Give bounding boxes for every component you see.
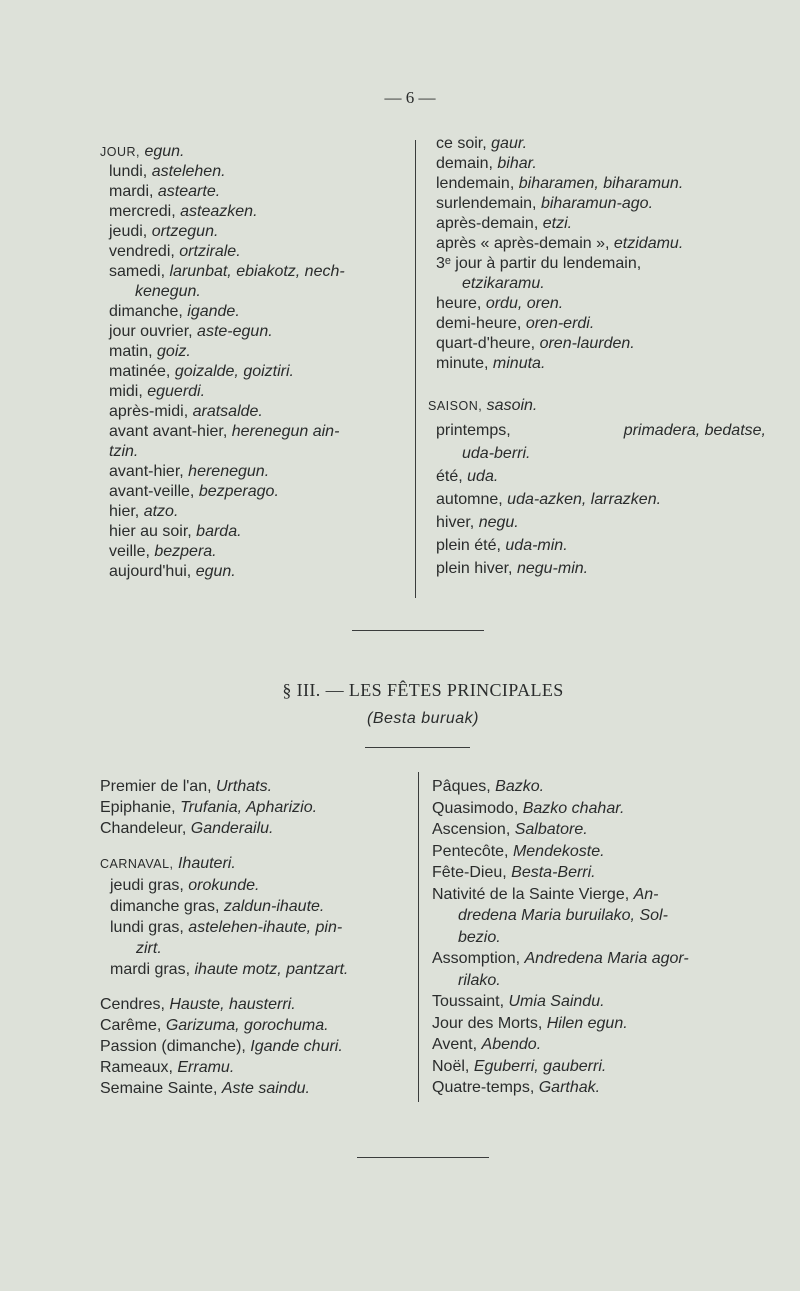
list-item bbox=[109, 302, 405, 322]
list-item bbox=[109, 262, 405, 302]
list-item bbox=[436, 154, 766, 174]
term-eu-continued: etzikaramu. bbox=[462, 275, 545, 292]
term-eu-continued: uda-berri. bbox=[462, 445, 531, 462]
term-fr: Premier de l'an, bbox=[100, 778, 212, 795]
term-fr: Epiphanie, bbox=[100, 799, 176, 816]
term-eu: primadera, bedatse, bbox=[623, 422, 766, 439]
term-fr: jeudi gras, bbox=[110, 877, 184, 894]
term-eu: negu. bbox=[478, 514, 519, 531]
term-fr: Noël, bbox=[432, 1057, 470, 1075]
list-item bbox=[109, 482, 405, 502]
term-eu: oren-laurden. bbox=[539, 335, 635, 352]
term-eu: eguerdi. bbox=[147, 383, 206, 400]
term-eu-continued: zirt. bbox=[136, 940, 162, 957]
term-eu: Salbatore. bbox=[514, 821, 588, 838]
list-item bbox=[436, 465, 766, 488]
term-fr: Jour des Morts, bbox=[432, 1014, 543, 1032]
term-fr: mardi, bbox=[109, 183, 154, 200]
left-bottom-column bbox=[100, 776, 410, 1099]
term-eu: uda. bbox=[467, 468, 499, 485]
column-divider bbox=[415, 140, 416, 598]
term-fr: Fête-Dieu, bbox=[432, 864, 507, 881]
term-eu: Ganderailu. bbox=[190, 820, 274, 837]
term-fr: Rameaux, bbox=[100, 1059, 173, 1076]
term-eu: atzo. bbox=[143, 503, 179, 520]
term-eu: astelehen. bbox=[151, 163, 226, 180]
term-fr: heure, bbox=[436, 295, 482, 312]
term-eu: Urthats. bbox=[216, 778, 273, 795]
list-item bbox=[436, 254, 766, 294]
term-eu: oren-erdi. bbox=[525, 315, 595, 332]
term-fr: hier, bbox=[109, 503, 140, 520]
term-fr: 3ᵉ jour à partir du lendemain, bbox=[436, 255, 642, 272]
term-eu: astelehen-ihaute, pin- bbox=[188, 919, 343, 936]
term-fr: hiver, bbox=[436, 514, 475, 531]
term-eu: larunbat, ebiakotz, nech- bbox=[169, 263, 345, 280]
term-fr: automne, bbox=[436, 491, 503, 508]
list-item bbox=[109, 562, 405, 582]
term-eu: Bazko. bbox=[495, 778, 545, 795]
term-eu: aratsalde. bbox=[192, 403, 263, 420]
list-item bbox=[100, 1057, 410, 1078]
list-item bbox=[110, 959, 410, 980]
term-eu: herenegun. bbox=[188, 463, 270, 480]
term-fr: demi-heure, bbox=[436, 315, 522, 332]
list-item bbox=[109, 322, 405, 342]
term-eu: negu-min. bbox=[516, 560, 589, 577]
term-eu: zaldun-ihaute. bbox=[223, 898, 325, 915]
list-item bbox=[100, 797, 410, 818]
term-fr: minute, bbox=[436, 355, 489, 372]
term-fr: Avent, bbox=[432, 1036, 478, 1053]
term-fr: quart-d'heure, bbox=[436, 335, 536, 352]
term-eu: barda. bbox=[196, 523, 242, 540]
term-fr: plein été, bbox=[436, 537, 501, 554]
term-fr: Quasimodo, bbox=[432, 799, 519, 817]
saison-heading: SAISON, sasoin. bbox=[428, 397, 538, 414]
term-fr: Pentecôte, bbox=[432, 842, 509, 860]
term-eu: asteazken. bbox=[180, 203, 258, 220]
term-eu: biharamun-ago. bbox=[540, 195, 654, 212]
list-item bbox=[100, 1015, 410, 1036]
term-fr: Ascension, bbox=[432, 821, 511, 838]
list-item bbox=[432, 819, 772, 841]
term-eu-continued: kenegun. bbox=[135, 283, 201, 300]
term-fr: hier au soir, bbox=[109, 523, 192, 540]
term-fr: Cendres, bbox=[100, 996, 165, 1013]
term-fr: surlendemain, bbox=[436, 195, 537, 212]
term-eu: bezperago. bbox=[198, 483, 279, 500]
term-fr: Carême, bbox=[100, 1017, 162, 1034]
term-eu: Eguberri, gauberri. bbox=[473, 1057, 607, 1075]
list-item bbox=[436, 419, 766, 465]
list-item bbox=[432, 1056, 772, 1078]
term-fr: printemps, bbox=[436, 422, 511, 439]
list-item bbox=[436, 511, 766, 534]
term-fr: dimanche gras, bbox=[110, 898, 220, 915]
term-eu: herenegun ain- bbox=[231, 423, 340, 440]
list-item bbox=[109, 362, 405, 382]
term-eu: Bazko chahar. bbox=[522, 799, 625, 817]
list-item bbox=[100, 1078, 410, 1099]
list-item bbox=[109, 342, 405, 362]
term-fr: plein hiver, bbox=[436, 560, 513, 577]
list-item bbox=[436, 174, 766, 194]
list-item bbox=[432, 884, 772, 949]
term-eu-continued: tzin. bbox=[109, 443, 139, 460]
term-fr: jeudi, bbox=[109, 223, 148, 240]
list-item bbox=[109, 222, 405, 242]
fetes-list-2 bbox=[100, 994, 410, 1099]
term-fr: matinée, bbox=[109, 363, 171, 380]
term-fr: Semaine Sainte, bbox=[100, 1080, 218, 1097]
right-top-column bbox=[428, 134, 766, 580]
list-item bbox=[100, 776, 410, 797]
list-item bbox=[100, 1036, 410, 1057]
term-eu: Abendo. bbox=[481, 1036, 542, 1053]
term-eu: Hilen egun. bbox=[546, 1014, 628, 1032]
term-eu: Garizuma, gorochuma. bbox=[165, 1017, 329, 1034]
list-item bbox=[109, 242, 405, 262]
list-item bbox=[432, 862, 772, 884]
list-item bbox=[436, 234, 766, 254]
term-eu: igande. bbox=[187, 303, 240, 320]
term-fr: Nativité de la Sainte Vierge, bbox=[432, 885, 630, 903]
term-eu: goiz. bbox=[157, 343, 191, 360]
term-fr: demain, bbox=[436, 155, 493, 172]
term-fr: après-midi, bbox=[109, 403, 189, 420]
list-item bbox=[436, 194, 766, 214]
list-item bbox=[110, 896, 410, 917]
left-top-column bbox=[100, 142, 405, 582]
term-fr: veille, bbox=[109, 543, 150, 560]
list-item bbox=[109, 162, 405, 182]
term-fr: été, bbox=[436, 468, 463, 485]
term-fr: après-demain, bbox=[436, 215, 539, 232]
term-eu: Igande churi. bbox=[250, 1038, 343, 1055]
term-fr: aujourd'hui, bbox=[109, 563, 192, 580]
list-item bbox=[109, 402, 405, 422]
list-item bbox=[109, 182, 405, 202]
list-item bbox=[436, 557, 766, 580]
term-eu: bezpera. bbox=[154, 543, 217, 560]
separator-rule bbox=[357, 1157, 489, 1158]
fetes-list-1 bbox=[100, 776, 410, 839]
separator-rule bbox=[352, 630, 484, 631]
list-item bbox=[436, 134, 766, 154]
term-fr: lundi, bbox=[109, 163, 148, 180]
list-item bbox=[109, 422, 405, 462]
term-fr: Toussaint, bbox=[432, 993, 505, 1010]
term-fr: dimanche, bbox=[109, 303, 183, 320]
term-eu: biharamen, biharamun. bbox=[518, 175, 684, 192]
term-fr: matin, bbox=[109, 343, 153, 360]
separator-rule bbox=[365, 747, 470, 748]
column-divider bbox=[418, 772, 419, 1102]
list-item bbox=[432, 991, 772, 1013]
term-fr: ce soir, bbox=[436, 135, 487, 152]
right-bottom-column bbox=[432, 776, 772, 1099]
term-fr: samedi, bbox=[109, 263, 166, 280]
term-eu: ortzirale. bbox=[179, 243, 241, 260]
term-eu: orokunde. bbox=[188, 877, 260, 894]
list-item bbox=[109, 542, 405, 562]
list-item bbox=[432, 948, 772, 991]
term-eu: uda-azken, larrazken. bbox=[507, 491, 662, 508]
term-fr: Pâques, bbox=[432, 778, 491, 795]
term-fr: midi, bbox=[109, 383, 143, 400]
list-item bbox=[436, 294, 766, 314]
page-number: — 6 — bbox=[384, 88, 436, 107]
section-subtitle: (Besta buruak) bbox=[367, 710, 479, 727]
term-eu-continued: bezio. bbox=[458, 928, 501, 946]
list-item bbox=[436, 488, 766, 511]
term-fr: vendredi, bbox=[109, 243, 175, 260]
term-eu: aste-egun. bbox=[197, 323, 273, 340]
term-fr: avant-hier, bbox=[109, 463, 184, 480]
term-eu: uda-min. bbox=[505, 537, 568, 554]
term-eu: Trufania, Apharizio. bbox=[180, 799, 318, 816]
list-item bbox=[109, 462, 405, 482]
term-eu: Mendekoste. bbox=[512, 842, 605, 860]
saison-list bbox=[436, 419, 766, 580]
term-eu: ortzegun. bbox=[151, 223, 219, 240]
list-item bbox=[110, 875, 410, 896]
term-eu: ordu, oren. bbox=[485, 295, 564, 312]
carnaval-list bbox=[100, 875, 410, 980]
term-eu: egun. bbox=[195, 563, 236, 580]
jour-list bbox=[100, 162, 405, 582]
list-item bbox=[110, 917, 410, 959]
list-item bbox=[436, 534, 766, 557]
term-fr: Quatre-temps, bbox=[432, 1079, 535, 1096]
term-eu: Besta-Berri. bbox=[511, 864, 596, 881]
term-fr: lendemain, bbox=[436, 175, 515, 192]
list-item bbox=[432, 841, 772, 863]
list-item bbox=[436, 214, 766, 234]
term-eu: Hauste, hausterri. bbox=[169, 996, 296, 1013]
term-eu-continued: dredena Maria buruilako, Sol- bbox=[458, 907, 668, 924]
list-item bbox=[432, 798, 772, 820]
term-fr: avant-veille, bbox=[109, 483, 195, 500]
fetes-list-3 bbox=[432, 776, 772, 1099]
term-eu: Umia Saindu. bbox=[508, 993, 605, 1010]
list-item bbox=[100, 818, 410, 839]
list-item bbox=[100, 994, 410, 1015]
list-item bbox=[109, 502, 405, 522]
term-fr: Chandeleur, bbox=[100, 820, 187, 837]
list-item bbox=[432, 776, 772, 798]
term-fr: après « après-demain », bbox=[436, 235, 610, 252]
term-eu: gaur. bbox=[491, 135, 528, 152]
list-item bbox=[432, 1077, 772, 1099]
term-eu: Erramu. bbox=[177, 1059, 235, 1076]
jour-heading: JOUR, egun. bbox=[100, 143, 185, 160]
list-item bbox=[436, 334, 766, 354]
term-eu: etzidamu. bbox=[613, 235, 684, 252]
term-fr: Passion (dimanche), bbox=[100, 1038, 246, 1055]
carnaval-heading: CARNAVAL, Ihauteri. bbox=[100, 855, 236, 872]
list-item bbox=[432, 1034, 772, 1056]
term-fr: mercredi, bbox=[109, 203, 176, 220]
term-eu: goizalde, goiztiri. bbox=[174, 363, 294, 380]
term-eu: etzi. bbox=[542, 215, 573, 232]
list-item bbox=[109, 382, 405, 402]
list-item bbox=[436, 354, 766, 374]
term-eu: An- bbox=[633, 885, 659, 903]
term-eu: astearte. bbox=[157, 183, 221, 200]
term-eu: minuta. bbox=[492, 355, 546, 372]
term-eu: Andredena Maria agor- bbox=[524, 950, 689, 967]
term-fr: mardi gras, bbox=[110, 961, 191, 978]
term-fr: Assomption, bbox=[432, 950, 521, 967]
list-item bbox=[109, 202, 405, 222]
term-eu: Garthak. bbox=[538, 1079, 601, 1096]
term-eu: ihaute motz, pantzart. bbox=[194, 961, 349, 978]
term-fr: avant avant-hier, bbox=[109, 423, 228, 440]
list-item bbox=[436, 314, 766, 334]
term-eu-continued: rilako. bbox=[458, 971, 501, 989]
term-fr: lundi gras, bbox=[110, 919, 184, 936]
term-eu: Aste saindu. bbox=[221, 1080, 310, 1097]
section-title: § III. — LES FÊTES PRINCIPALES bbox=[282, 680, 564, 700]
time-list bbox=[436, 134, 766, 374]
term-eu: bihar. bbox=[497, 155, 537, 172]
list-item bbox=[432, 1013, 772, 1035]
term-fr: jour ouvrier, bbox=[109, 323, 193, 340]
list-item bbox=[109, 522, 405, 542]
